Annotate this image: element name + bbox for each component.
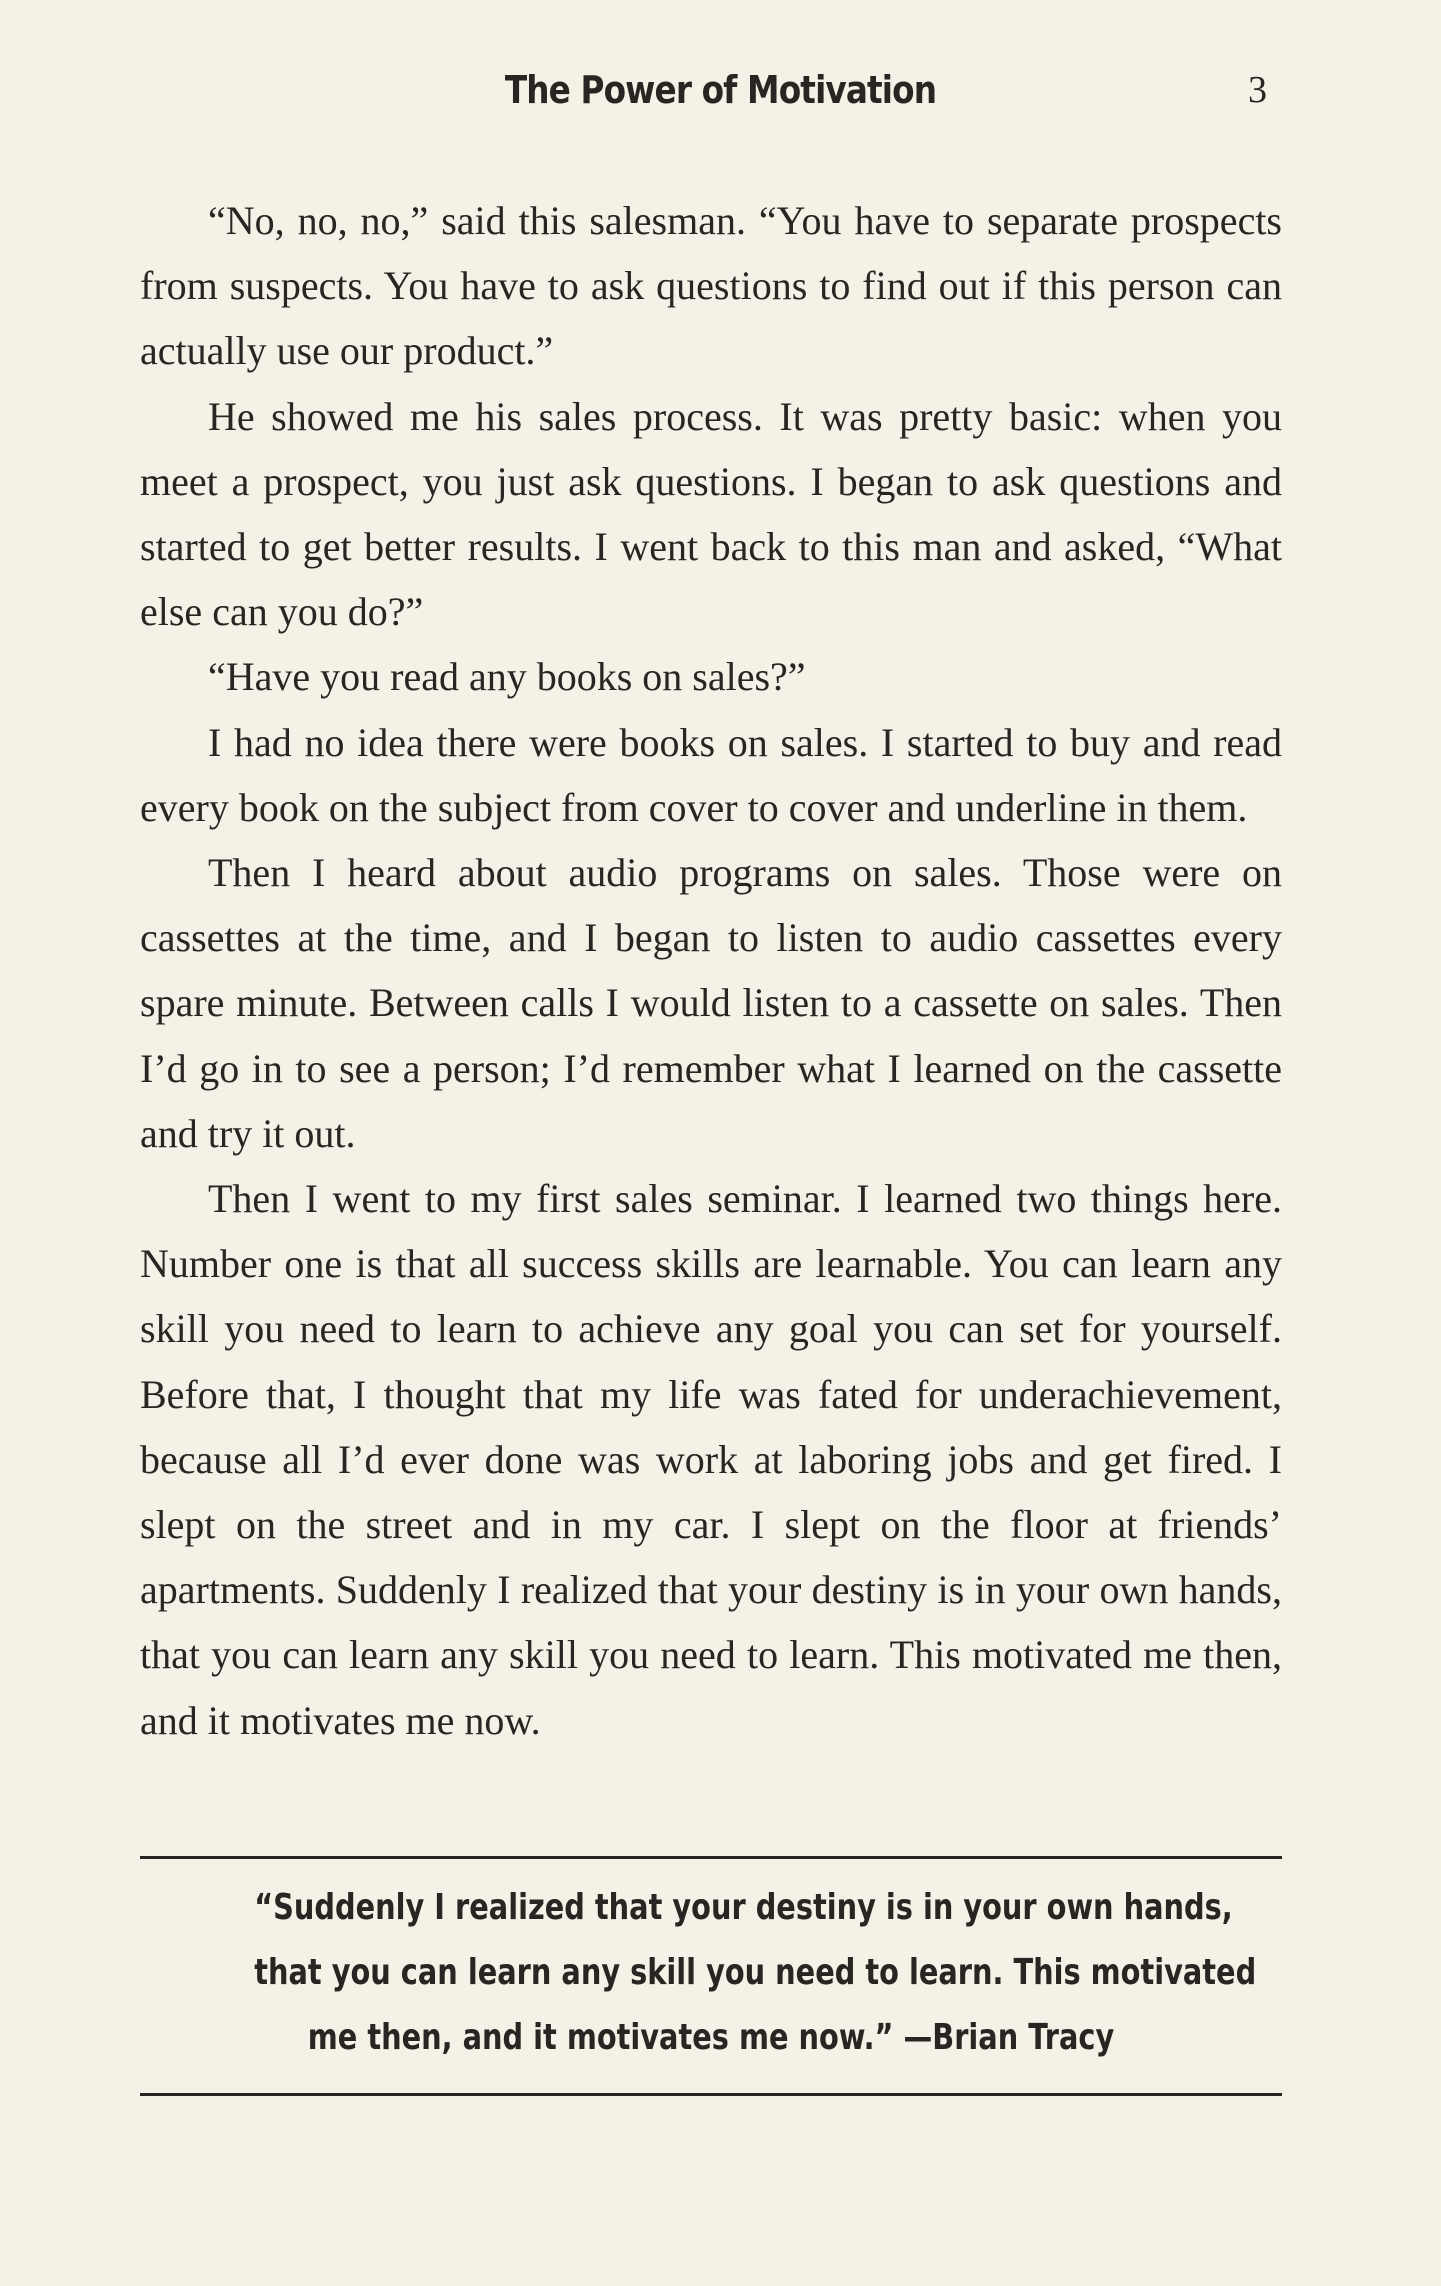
pull-quote (140, 1875, 1282, 2070)
paragraph-1: “No, no, no,” said this salesman. “You have to separate prospects from suspects. You have to ask questions to find out if this person can actually use our product.” (140, 198, 1282, 374)
page-number: 3 (1248, 69, 1267, 111)
paragraph-6: Then I went to my first sales seminar. I learned two things here. Number one is that all success skills are learnable. You can learn any skill you need to learn to achieve any goal you can set for yourself. Before that, I thought that my life was fated for underachievement, because all I’d ever done was work at laboring jobs and get fired. I slept on the street and in my car. I slept on the floor at friends’ apartments. Suddenly I realized that your destiny is in your own hands, that you can learn any skill you need to learn. This motivated me then, and it motivates me now. (140, 1176, 1282, 1743)
running-title: The Power of Motivation (504, 68, 937, 112)
paragraph-4: I had no idea there were books on sales. I started to buy and read every book on the subject from cover to cover and underline in them. (140, 719, 1282, 830)
paragraph-3: “Have you read any books on sales?” (208, 654, 806, 700)
paragraph-5: Then I heard about audio programs on sales. Those were on cassettes at the time, and I began to listen to audio cassettes every spare minute. Between calls I would listen to a cassette on sales. Then I’d go in to see a person; I’d remember what I learned on the cassette and try it out. (140, 850, 1282, 1156)
pull-quote-line-2: that you can learn any skill you need to learn. This motivated (254, 1952, 1257, 1993)
body-text (140, 188, 1282, 1753)
pull-quote-line-3: me then, and it motivates me now.” —Brian Tracy (307, 2017, 1115, 2058)
pull-quote-line-1: “Suddenly I realized that your destiny is in your own hands, (254, 1887, 1233, 1928)
paragraph-2: He showed me his sales process. It was pretty basic: when you meet a prospect, you just ask questions. I began to ask questions and started to get better results. I went back to this man and asked, “What else can you do?” (140, 393, 1282, 635)
pull-quote-top-rule (140, 1856, 1282, 1859)
pull-quote-bottom-rule (140, 2093, 1282, 2096)
running-head (0, 62, 1441, 118)
